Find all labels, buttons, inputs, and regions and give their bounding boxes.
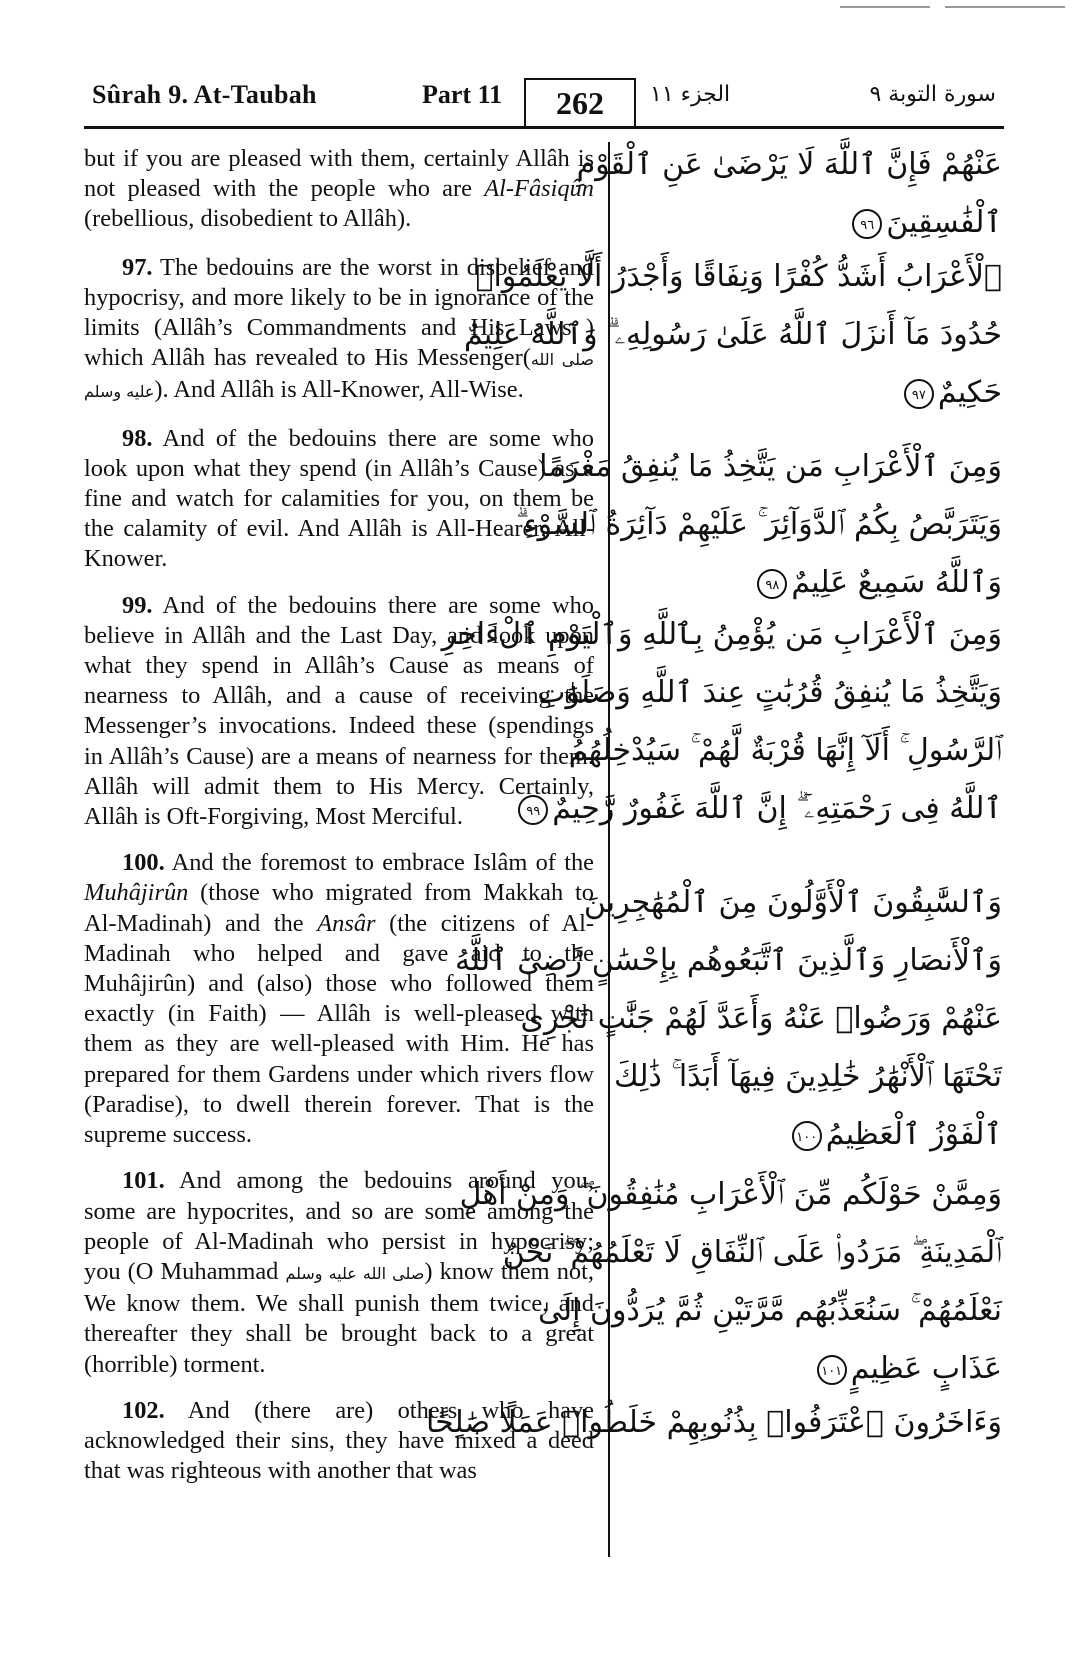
verse-97-text-end: ). And Allâh is All-Knower, All-Wise. xyxy=(154,376,524,404)
verse-96-italic-term: Al-Fâsiqûn xyxy=(484,175,594,203)
arabic-verse-102 xyxy=(426,1394,1002,1452)
arabic-line-last xyxy=(526,780,1002,838)
arabic-line: وَءَاخَرُونَ ٱعْتَرَفُوا۟ بِذُنُوبِهِمْ خَلَطُوا۟ عَمَلًا صَٰلِحًا xyxy=(426,1405,1002,1440)
arabic-line: ٱلرَّسُولِ ۚ أَلَآ إِنَّهَا قُرْبَةٌ لَّهُمْ ۚ سَيُدْخِلُهُمُ xyxy=(568,733,1002,768)
top-rule-right xyxy=(945,6,1065,8)
verse-101-number: 101. xyxy=(122,1167,165,1195)
ayah-number-mark: ١٠١ xyxy=(817,1355,847,1385)
arabic-line: وَيَتَرَبَّصُ بِكُمُ ٱلدَّوَآئِرَ ۚ عَلَيْهِمْ دَآئِرَةُ ٱلسَّوْءِ ۗ xyxy=(516,507,1002,542)
verse-100 xyxy=(84,848,594,1150)
arabic-line: وَٱلسَّٰبِقُونَ ٱلْأَوَّلُونَ مِنَ ٱلْمُهَٰجِرِينَ xyxy=(583,885,1002,920)
arabic-line-last xyxy=(622,554,1002,612)
ayah-number-mark: ٩٨ xyxy=(757,569,787,599)
arabic-verse-97 xyxy=(463,248,1002,422)
verse-100-text-end: (the citizens of Al-Madinah who helped and gave aid to the Muhâjirûn) and (also) those who followed them exactly (in Faith) — Allâh is well-pleased with them as they are well-pleased with Him. He has prepared for them Gardens under which rivers flow (Paradise), to dwell therein forever. That is the supreme success. xyxy=(84,909,594,1149)
arabic-line-text: وَٱللَّهُ سَمِيعٌ عَلِيمٌ xyxy=(791,565,1002,600)
verse-97-number: 97. xyxy=(122,253,153,281)
verse-96-text-end: (rebellious, disobedient to Allâh). xyxy=(84,205,412,233)
arabic-line: ٱلْمَدِينَةِ ۖ مَرَدُوا۟ عَلَى ٱلنِّفَاقِ لَا تَعْلَمُهُمْ ۖ نَحْنُ xyxy=(502,1235,1002,1270)
arabic-line: حُدُودَ مَآ أَنزَلَ ٱللَّهُ عَلَىٰ رَسُولِهِۦ ۗ وَٱللَّهُ عَلِيمٌ xyxy=(463,317,1002,352)
verse-98-number: 98. xyxy=(122,424,153,452)
arabic-line-last xyxy=(622,1106,1002,1164)
verse-101-text: And among the bedouins around you, some are hypocrites, and so are some among the people of Al-Madinah who persist in hypocrisy; you (O Muhammad xyxy=(84,1167,594,1285)
salawat-glyph: صلى الله عليه وسلم xyxy=(285,1263,425,1283)
ayah-number-mark: ٩٩ xyxy=(518,795,548,825)
verse-96-continued xyxy=(84,144,594,235)
arabic-line-text: ٱللَّهُ فِى رَحْمَتِهِۦٓ ۗ إِنَّ ٱللَّهَ غَفُورٌ رَّحِيمٌ xyxy=(552,791,1002,826)
verse-100-number: 100. xyxy=(122,849,165,877)
ayah-number-mark: ١٠٠ xyxy=(792,1121,822,1151)
arabic-line: عَنْهُمْ وَرَضُوا۟ عَنْهُ وَأَعَدَّ لَهُمْ جَنَّٰتٍ تَجْرِى xyxy=(520,1001,1002,1036)
arabic-line-text: ٱلْفَٰسِقِينَ xyxy=(886,205,1002,240)
page-number: 262 xyxy=(524,78,636,128)
arabic-line-text: ٱلْفَوْزُ ٱلْعَظِيمُ xyxy=(825,1117,1002,1152)
arabic-line: نَعْلَمُهُمْ ۚ سَنُعَذِّبُهُم مَّرَّتَيْنِ ثُمَّ يُرَدُّونَ إِلَىٰ xyxy=(537,1293,1002,1328)
arabic-line: وَمِنَ ٱلْأَعْرَابِ مَن يَتَّخِذُ مَا يُنفِقُ مَغْرَمًا xyxy=(539,449,1002,484)
arabic-line-last xyxy=(622,1340,1002,1398)
arabic-verse-99 xyxy=(441,606,1002,838)
verse-102-number: 102. xyxy=(122,1396,165,1424)
part-label-ar: الجزء ١١ xyxy=(650,82,731,107)
verse-98-text: And of the bedouins there are some who look upon what they spend (in Allâh’s Cause) as a fine and watch for calamities for you, on them be the calamity of evil. And Allâh is All-Hearer, All-Knower. xyxy=(84,424,594,573)
part-label-en: Part 11 xyxy=(422,80,503,109)
arabic-verse-96 xyxy=(576,136,1002,252)
arabic-line: وَمِمَّنْ حَوْلَكُم مِّنَ ٱلْأَعْرَابِ مُنَٰفِقُونَ ۖ وَمِنْ أَهْلِ xyxy=(459,1177,1002,1212)
verse-102-text: And (there are) others who have acknowledged their sins, they have mixed a deed that was righteous with another that was xyxy=(84,1396,594,1485)
arabic-verse-101 xyxy=(459,1166,1002,1398)
arabic-line: ٱلْأَعْرَابُ أَشَدُّ كُفْرًا وَنِفَاقًا وَأَجْدَرُ أَلَّا يَعْلَمُوا۟ xyxy=(475,259,1002,294)
header-rule xyxy=(84,126,1004,129)
salawat-glyph: صلى الله عليه وسلم xyxy=(84,350,595,402)
ayah-number-mark: ٩٧ xyxy=(904,379,934,409)
verse-97-text: The bedouins are the worst in disbelief and hypocrisy, and more likely to be in ignorance of the limits (Allâh’s Commandments and His Laws ) which Allâh has revealed to His Messenger( xyxy=(84,253,594,372)
verse-99-text: And of the bedouins there are some who believe in Allâh and the Last Day, and look upon what they spend in Allâh’s Cause as means of nearness to Allâh, and a cause of receiving the Messenger’s invocations. Indeed these (spendings in Allâh’s Cause) are a means of nearness for them. Allâh will admit them to His Mercy. Certainly, Allâh is Oft-Forgiving, Most Merciful. xyxy=(84,591,594,831)
surah-title-en: Sûrah 9. At-Taubah xyxy=(92,80,317,109)
arabic-line-text: حَكِيمٌ xyxy=(937,375,1002,410)
arabic-verse-98 xyxy=(516,438,1002,612)
arabic-line: وَيَتَّخِذُ مَا يُنفِقُ قُرُبَٰتٍ عِندَ ٱللَّهِ وَصَلَوَٰتِ xyxy=(537,675,1002,710)
verse-101-text-end: ) know them not, We know them. We shall punish them twice, and thereafter they shall be brought back to a great (horrible) torment. xyxy=(84,1257,594,1378)
arabic-line-last xyxy=(622,194,1002,252)
surah-title-ar: سورة التوبة ٩ xyxy=(869,82,996,107)
arabic-line-text: عَذَابٍ عَظِيمٍ xyxy=(850,1351,1002,1386)
ayah-number-mark: ٩٦ xyxy=(852,209,882,239)
verse-100-italic-muhajirun: Muhâjirûn xyxy=(84,879,189,907)
arabic-line: وَٱلْأَنصَارِ وَٱلَّذِينَ ٱتَّبَعُوهُم بِإِحْسَٰنٍ رَّضِىَ ٱللَّهُ xyxy=(454,943,1002,978)
page-header xyxy=(84,78,1004,130)
arabic-line-last xyxy=(622,364,1002,422)
arabic-line: وَمِنَ ٱلْأَعْرَابِ مَن يُؤْمِنُ بِٱللَّهِ وَٱلْيَوْمِ ٱلْءَاخِرِ xyxy=(441,617,1002,652)
arabic-line: عَنْهُمْ فَإِنَّ ٱللَّهَ لَا يَرْضَىٰ عَنِ ٱلْقَوْمِ xyxy=(576,147,1002,182)
arabic-verse-100 xyxy=(454,874,1002,1164)
verse-100-text-mid: (those who migrated from Makkah to Al-Madinah) and the xyxy=(84,879,594,937)
verse-96-text: but if you are pleased with them, certainly Allâh is not pleased with the people who are xyxy=(84,145,594,203)
arabic-line: تَحْتَهَا ٱلْأَنْهَٰرُ خَٰلِدِينَ فِيهَآ أَبَدًا ۚ ذَٰلِكَ xyxy=(614,1059,1002,1094)
verse-100-text: And the foremost to embrace Islâm of the xyxy=(164,849,594,877)
top-rule-left xyxy=(840,6,930,8)
verse-99-number: 99. xyxy=(122,591,153,619)
verse-100-italic-ansar: Ansâr xyxy=(317,909,376,937)
